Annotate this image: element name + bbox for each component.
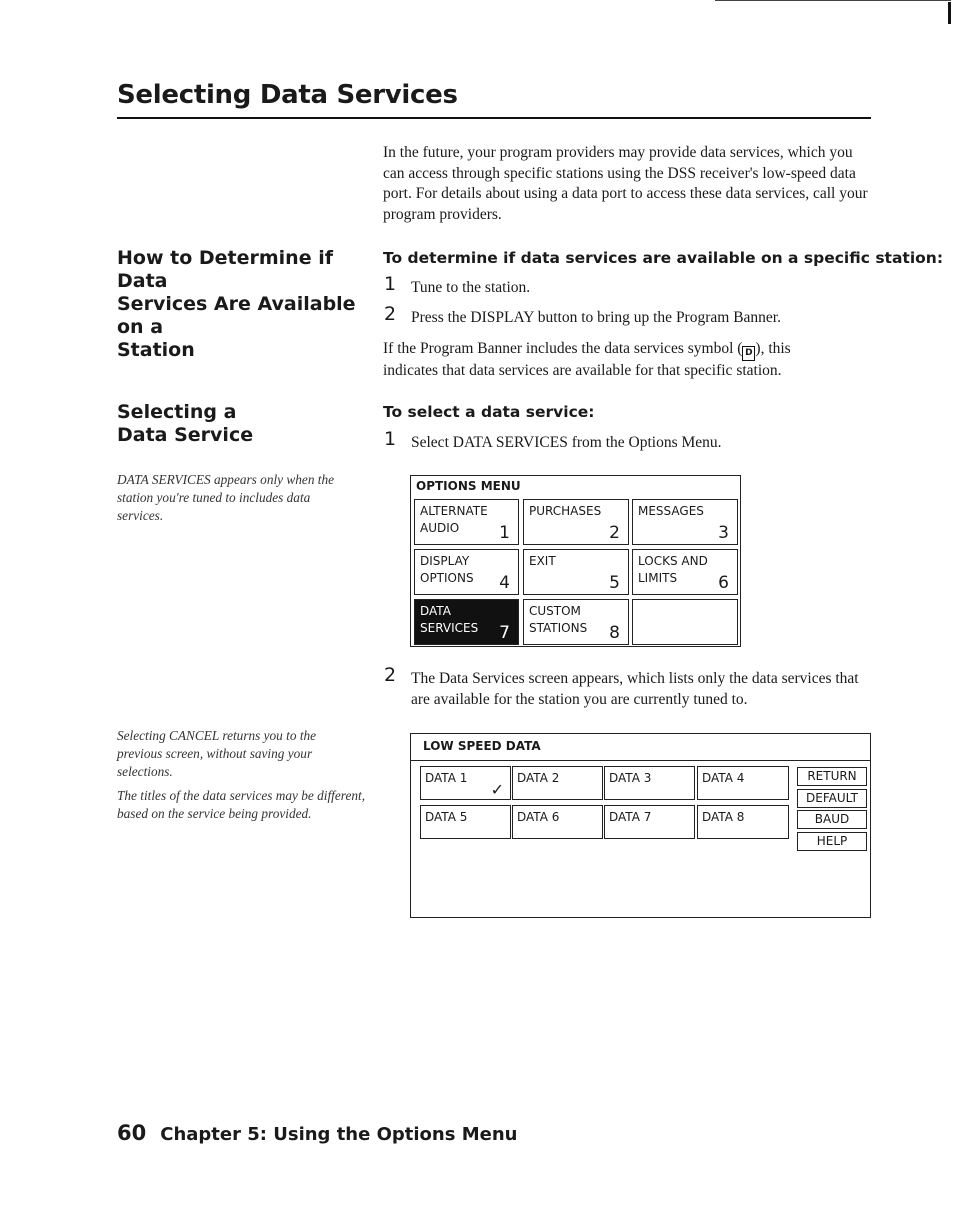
data-service-item[interactable]: [420, 766, 511, 800]
menu-item-label: ALTERNATE: [420, 504, 488, 518]
symbol-paragraph: [383, 339, 873, 382]
options-menu: [410, 475, 741, 647]
menu-item-number: 5: [609, 573, 620, 593]
return-button[interactable]: RETURN: [797, 767, 867, 786]
side-heading-selecting: [117, 401, 253, 447]
menu-item-number: 1: [499, 523, 510, 543]
data-services-symbol-icon: D: [742, 346, 755, 361]
checkmark-icon: ✓: [490, 780, 504, 799]
help-button[interactable]: HELP: [797, 832, 867, 851]
menu-item-label: LIMITS: [638, 571, 678, 585]
determine-heading: To determine if data services are available on a specific station:: [383, 249, 944, 267]
menu-item-label: SERVICES: [420, 621, 479, 635]
options-menu-title: OPTIONS MENU: [416, 479, 521, 493]
default-button[interactable]: DEFAULT: [797, 789, 867, 808]
side-heading-line: How to Determine if Data: [117, 247, 333, 292]
menu-item-data-services[interactable]: [414, 599, 519, 645]
select-heading: To select a data service:: [383, 403, 595, 421]
top-edge-mark: [948, 2, 951, 24]
menu-item-alternate-audio[interactable]: [414, 499, 519, 545]
menu-item-label: CUSTOM: [529, 604, 581, 618]
title-rule: [117, 117, 871, 119]
menu-item-label: LOCKS AND: [638, 554, 708, 568]
data-service-item[interactable]: [697, 805, 789, 839]
data-service-label: DATA 1: [425, 771, 468, 785]
intro-paragraph: In the future, your program providers may provide data services, which you can access through specific stations using the DSS receiver's low-speed data port. For details about using a data port to access these data services, call your program providers.: [383, 144, 868, 223]
side-heading-line: Station: [117, 339, 195, 361]
data-service-label: DATA 5: [425, 810, 468, 824]
menu-item-locks-and-limits[interactable]: [632, 549, 738, 595]
data-service-label: DATA 6: [517, 810, 560, 824]
menu-item-label: AUDIO: [420, 521, 460, 535]
menu-item-number: 7: [499, 623, 510, 643]
margin-note: Selecting CANCEL returns you to the previous screen, without saving your selections.: [117, 728, 317, 779]
step-text: Select DATA SERVICES from the Options Menu.: [411, 434, 722, 451]
menu-item-label: STATIONS: [529, 621, 588, 635]
menu-item-label: PURCHASES: [529, 504, 602, 518]
menu-item-label: DATA: [420, 604, 451, 618]
page-number: 60: [117, 1121, 147, 1145]
menu-item-label: OPTIONS: [420, 571, 474, 585]
data-service-item[interactable]: [697, 766, 789, 800]
menu-item-purchases[interactable]: [523, 499, 629, 545]
data-service-label: DATA 3: [609, 771, 652, 785]
baud-button[interactable]: BAUD: [797, 810, 867, 829]
step-number: 2: [384, 303, 397, 325]
page-footer: [117, 1121, 517, 1145]
top-edge-rule: [715, 0, 951, 1]
step-text: Press the DISPLAY button to bring up the Program Banner.: [411, 309, 781, 326]
page-title: Selecting Data Services: [117, 80, 458, 110]
step-number: 2: [384, 664, 397, 686]
margin-note: The titles of the data services may be different, based on the service being provided.: [117, 788, 366, 821]
menu-item-custom-stations[interactable]: [523, 599, 629, 645]
side-heading-line: Selecting a: [117, 401, 237, 423]
menu-item-number: 2: [609, 523, 620, 543]
data-service-label: DATA 8: [702, 810, 745, 824]
data-service-item[interactable]: [604, 766, 695, 800]
low-speed-data-screen: [410, 733, 871, 918]
data-service-label: DATA 2: [517, 771, 560, 785]
symbol-para-text: If the Program Banner includes the data services symbol (: [383, 340, 743, 357]
data-service-label: DATA 4: [702, 771, 745, 785]
chapter-title: Chapter 5: Using the Options Menu: [160, 1124, 518, 1145]
step-text: The Data Services screen appears, which lists only the data services that are available for the station you are currently tuned to.: [411, 670, 859, 708]
menu-item-exit[interactable]: [523, 549, 629, 595]
low-speed-data-title: LOW SPEED DATA: [423, 739, 541, 753]
side-heading-line: Services Are Available on a: [117, 293, 356, 338]
data-service-item[interactable]: [512, 805, 603, 839]
step-number: 1: [384, 273, 397, 295]
menu-item-label: EXIT: [529, 554, 556, 568]
menu-item-number: 4: [499, 573, 510, 593]
data-service-label: DATA 7: [609, 810, 652, 824]
menu-item-label: MESSAGES: [638, 504, 704, 518]
data-service-item[interactable]: [512, 766, 603, 800]
step-text: Tune to the station.: [411, 279, 531, 296]
data-service-item[interactable]: [420, 805, 511, 839]
data-service-item[interactable]: [604, 805, 695, 839]
title-divider: [411, 760, 870, 761]
menu-item-number: 3: [718, 523, 729, 543]
menu-item-number: 6: [718, 573, 729, 593]
side-heading-determine: [117, 247, 367, 362]
side-heading-line: Data Service: [117, 424, 254, 446]
margin-note: DATA SERVICES appears only when the station you're tuned to includes data services.: [117, 472, 335, 523]
menu-item-messages[interactable]: [632, 499, 738, 545]
menu-item-empty: [632, 599, 738, 645]
menu-item-label: DISPLAY: [420, 554, 470, 568]
step-number: 1: [384, 428, 397, 450]
menu-item-number: 8: [609, 623, 620, 643]
menu-item-display-options[interactable]: [414, 549, 519, 595]
symbol-para-text: indicates that data services are available for that specific station.: [383, 362, 782, 379]
symbol-para-text: ), this: [755, 340, 791, 357]
